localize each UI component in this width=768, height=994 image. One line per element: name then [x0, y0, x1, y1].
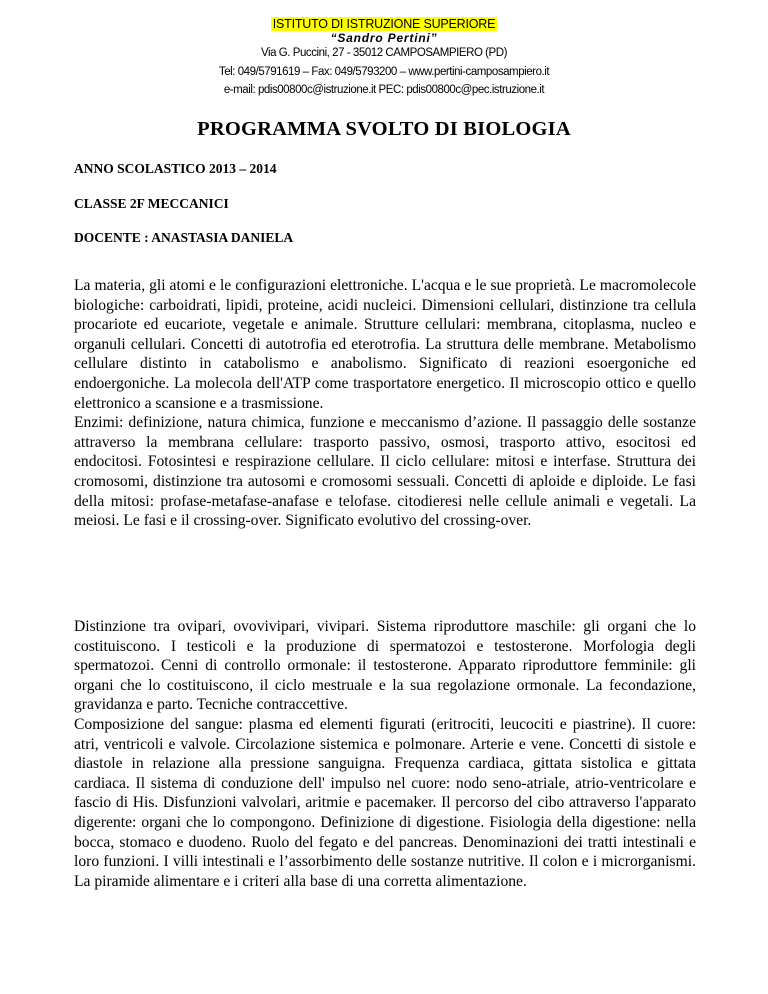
school-type-text: ISTITUTO DI ISTRUZIONE SUPERIORE — [272, 17, 496, 31]
page-title: PROGRAMMA SVOLTO DI BIOLOGIA — [197, 118, 571, 140]
school-type-header — [0, 16, 768, 32]
class-name: CLASSE 2F MECCANICI — [74, 196, 229, 211]
school-address: Via G. Puccini, 27 - 35012 CAMPOSAMPIERO (PD) — [260, 47, 508, 59]
program-paragraph-2: Distinzione tra ovipari, ovovivipari, vivipari. Sistema riproduttore maschile: gli organi che lo costituiscono. I testicoli e la produzione di spermatozoi e testosterone. Morfologia degli spermatozoi. Cenni di controllo ormonale: il testosterone. Apparato riproduttore femminile: gli organi che lo costituiscono, il ciclo mestruale e la sua regolazione ormonale. La fecondazione, gravidanza e parto. Tecniche contraccettive. Composizione del sangue: plasma ed elementi figurati (eritrociti, leucociti e piastrine). Il cuore: atri, ventricoli e valvole. Circolazione sistemica e polmonare. Arterie e vene. Concetti di sistole e diastole in relazione alla pressione sanguigna. Frequenza cardiaca, gittata sistolica e gittata cardiaca. Il sistema di conduzione dell' impulso nel cuore: nodo seno-atriale, atrio-ventricolare e fascio di His. Disfunzioni valvolari, aritmie e pacemaker. Il percorso del cibo attraverso l'apparato digerente: organi che lo compongono. Definizione di digestione. Fisiologia della digestione: nella bocca, stomaco e duodeno. Ruolo del fegato e del pancreas. Denominazioni dei tratti intestinali e loro funzioni. I villi intestinali e l’assorbimento delle sostanze nutritive. Il colon e i microrganismi. La piramide alimentare e i criteri alla base di una corretta alimentazione. — [74, 618, 696, 890]
program-paragraph-1: La materia, gli atomi e le configurazioni elettroniche. L'acqua e le sue proprietà. Le macromolecole biologiche: carboidrati, lipidi, proteine, acidi nucleici. Dimensioni cellulari, distinzione tra cellula procariote ed eucariote, vegetale e animale. Strutture cellulari: membrana, citoplasma, nucleo e organuli cellulari. Concetti di autotrofia ed eterotrofia. La struttura delle membrane. Metabolismo cellulare distinto in catabolismo e anabolismo. Significato di reazioni esoergoniche ed endoergoniche. La molecola dell'ATP come trasportatore energetico. Il microscopio ottico e quello elettronico a scansione e a trasmissione. Enzimi: definizione, natura chimica, funzione e meccanismo d’azione. Il passaggio delle sostanze attraverso la membrana cellulare: trasporto passivo, osmosi, trasporto attivo, esocitosi ed endocitosi. Fotosintesi e respirazione cellulare. Il ciclo cellulare: mitosi e interfase. Struttura dei cromosomi, distinzione tra autosomi e cromosomi sessuali. Concetti di aploide e diploide. Le fasi della mitosi: profase-metafase-anafase e telofase. citodieresi nelle cellule animali e vegetali. La meiosi. Le fasi e il crossing-over. Significato evolutivo del crossing-over. — [74, 277, 696, 530]
school-name: “Sandro Pertini” — [330, 31, 438, 45]
school-year: ANNO SCOLASTICO 2013 – 2014 — [74, 161, 277, 176]
school-emails: e-mail: pdis00800c@istruzione.it PEC: pdis00800c@pec.istruzione.it — [223, 84, 545, 96]
teacher-name: DOCENTE : ANASTASIA DANIELA — [74, 230, 294, 245]
school-contacts: Tel: 049/5791619 – Fax: 049/5793200 – www.pertini-camposampiero.it — [218, 66, 550, 78]
